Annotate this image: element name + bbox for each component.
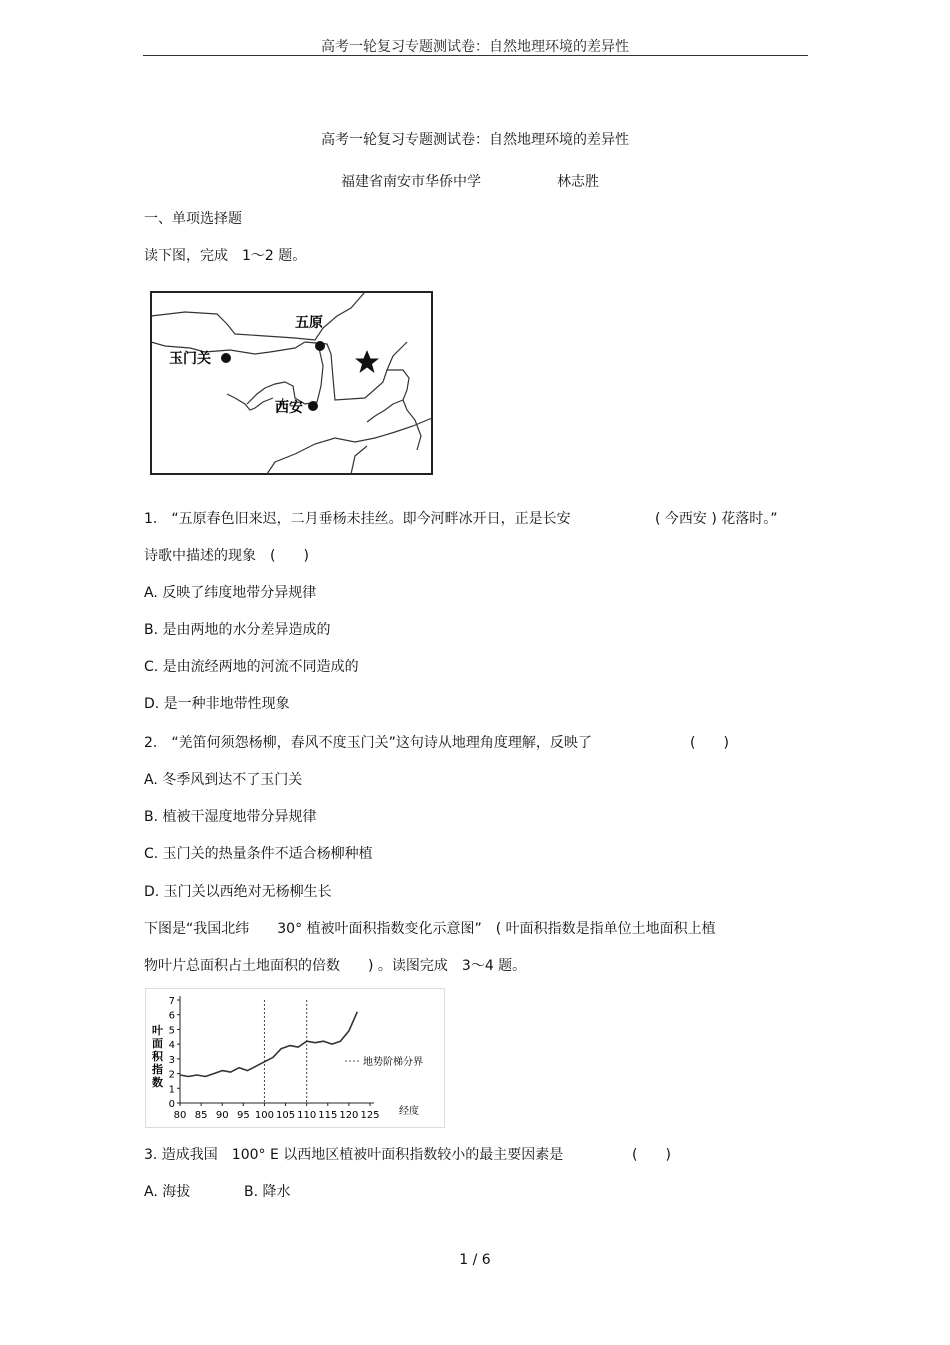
y-tick-label-7: 7: [168, 996, 175, 1007]
q2-option-a: A. 冬季风到达不了玉门关: [144, 772, 303, 788]
map-svg: [145, 286, 445, 484]
q1-stem-line2: 诗歌中描述的现象 ( ): [144, 548, 309, 564]
x-tick-label-85: 85: [194, 1110, 208, 1121]
x-tick-label-100: 100: [254, 1110, 274, 1121]
map-figure: [145, 286, 445, 484]
lai-chart: [145, 988, 445, 1128]
ylabel-char-1: 叶: [152, 1024, 163, 1037]
y-tick-label-4: 4: [168, 1040, 175, 1052]
q2-option-d: D. 玉门关以西绝对无杨柳生长: [144, 884, 332, 900]
label-yumenguan: 玉门关: [169, 351, 211, 367]
intro-q3-4-line1: 下图是“我国北纬 30° 植被叶面积指数变化示意图” ( 叶面积指数是指单位土地面积上植: [144, 921, 716, 937]
intro-q3-4-line2: 物叶片总面积占土地面积的倍数 ) 。读图完成 3～4 题。: [144, 958, 527, 974]
author-name: 林志胜: [557, 174, 599, 190]
q3-option-b: B. 降水: [244, 1184, 291, 1200]
ylabel-char-2: 面: [152, 1037, 163, 1050]
legend-label: 地势阶梯分界: [363, 1057, 423, 1068]
dot-wuyuan: [315, 341, 325, 351]
q3-option-a: A. 海拔: [144, 1184, 191, 1200]
map-frame: [151, 292, 432, 474]
ylabel-char-3: 积: [152, 1050, 163, 1063]
x-axis-label: 经度: [399, 1106, 419, 1117]
q1-stem-line1: 1. “五原春色旧来迟，二月垂杨未挂丝。即今河畔冰开日，正是长安: [144, 511, 571, 527]
dot-xian: [308, 401, 318, 411]
q1-option-c: C. 是由流经两地的河流不同造成的: [144, 659, 359, 675]
q3-stem: 3. 造成我国 100° E 以西地区植被叶面积指数较小的最主要因素是: [144, 1147, 564, 1163]
y-tick-label-6: 6: [168, 1010, 175, 1022]
school-name: 福建省南安市华侨中学: [341, 174, 481, 190]
section-heading: 一、单项选择题: [144, 211, 242, 227]
q2-stem: 2. “羌笛何须怨杨柳，春风不度玉门关”这句诗从地理角度理解，反映了: [144, 735, 592, 751]
label-xian: 西安: [275, 400, 303, 416]
q1-option-a: A. 反映了纬度地带分异规律: [144, 585, 317, 601]
y-tick-label-1: 1: [168, 1084, 175, 1096]
x-tick-label-115: 115: [318, 1110, 338, 1121]
doc-title: 高考一轮复习专题测试卷：自然地理环境的差异性: [321, 132, 629, 148]
x-tick-label-80: 80: [173, 1110, 187, 1121]
ylabel-char-4: 指: [152, 1063, 163, 1076]
x-tick-label-110: 110: [297, 1110, 317, 1121]
header-rule: [143, 55, 808, 56]
lai-chart-svg: [145, 988, 445, 1128]
y-tick-label-0: 0: [168, 1099, 175, 1110]
q1-stem-line1-end: ( 今西安 ) 花落时。”: [655, 511, 778, 527]
y-tick-label-3: 3: [168, 1054, 175, 1066]
ylabel-char-5: 数: [152, 1076, 163, 1089]
x-tick-label-125: 125: [360, 1110, 380, 1121]
x-tick-label-105: 105: [276, 1110, 296, 1121]
intro-q1-2: 读下图，完成 1～2 题。: [144, 248, 307, 264]
page-number: 1 / 6: [459, 1252, 491, 1268]
q2-option-b: B. 植被干湿度地带分异规律: [144, 809, 317, 825]
q2-answer-blank: ( ): [690, 735, 729, 751]
q3-answer-blank: ( ): [632, 1147, 671, 1163]
x-tick-label-90: 90: [215, 1110, 229, 1121]
q2-option-c: C. 玉门关的热量条件不适合杨柳种植: [144, 846, 373, 862]
x-tick-label-120: 120: [339, 1110, 359, 1121]
x-tick-label-95: 95: [236, 1110, 250, 1121]
q1-option-d: D. 是一种非地带性现象: [144, 696, 290, 712]
dot-yumenguan: [221, 353, 231, 363]
running-header: 高考一轮复习专题测试卷：自然地理环境的差异性: [321, 39, 629, 55]
y-tick-label-5: 5: [168, 1025, 175, 1037]
label-wuyuan: 五原: [295, 315, 323, 331]
y-tick-label-2: 2: [168, 1069, 175, 1081]
q1-option-b: B. 是由两地的水分差异造成的: [144, 622, 331, 638]
